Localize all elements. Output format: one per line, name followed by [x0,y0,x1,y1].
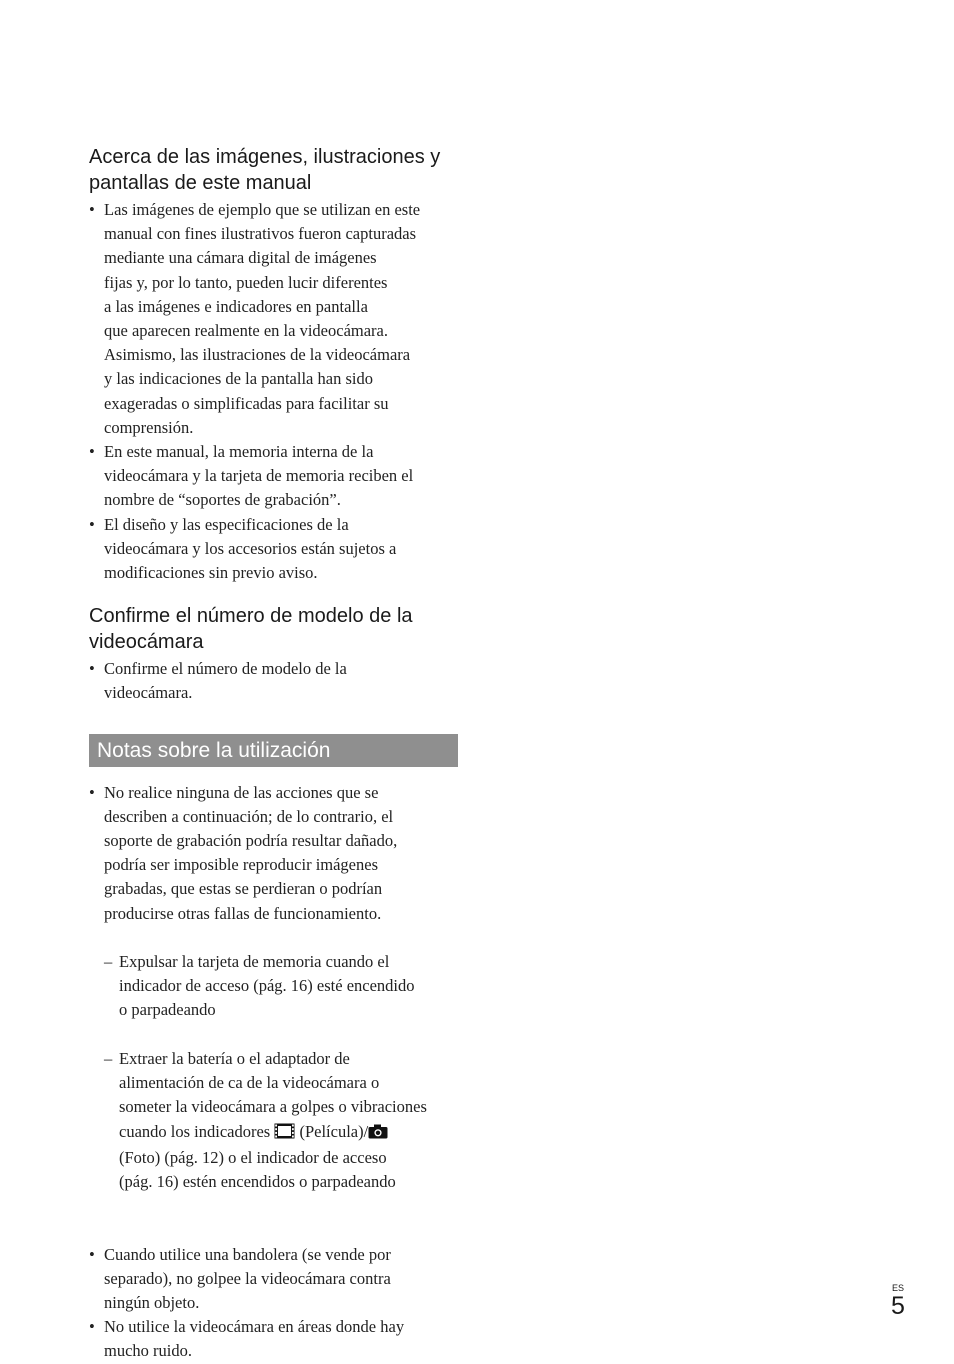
model-list [89,657,461,705]
list-item: • No realice ninguna de las acciones que se describen a continuación; de lo contrario, el soporte de grabación podría resultar dañado, podría ser imposible reproducir imágenes grabadas, que estas se perdieran o podrían producirse otras fallas de funcionamiento. – Expulsar la tarjeta de memoria cuando el indicador de acceso (pág. 16) esté encendido o parpadeando – Extraer la batería o el adaptador de alimentación de ca de la videocámara o someter la videocámara a golpes o vibraciones cuando los indicadores (Película)/ (Foto) (pág. 12) o el indicador de acceso (pág. 16) estén encendidos o parpadeando [89,781,461,1243]
bullet-mark: • [89,200,95,219]
page-number-value: 5 [891,1292,905,1320]
section-banner-usage-notes: Notas sobre la utilización [89,734,458,767]
images-notes-list [89,198,461,585]
section-heading-images: Acerca de las imágenes, ilustraciones y pantallas de este manual [89,146,441,194]
bullet-mark: • [89,1317,95,1337]
list-item: • Confirme el número de modelo de la videocámara. [89,659,347,703]
bullet-mark: • [89,1244,95,1264]
bullet-mark: • [89,442,95,462]
page-number [888,1283,908,1319]
content-column [89,144,461,1364]
camera-icon [368,1122,388,1146]
list-item: • Cuando utilice una bandolera (se vende por separado), no golpee la videocámara contra ningún objeto. [89,1244,391,1312]
dash-mark: – [104,1048,113,1068]
dash-mark: – [104,952,113,972]
usage-list [89,781,461,1364]
list-item: • Las imágenes de ejemplo que se utilizan en este manual con fines ilustrativos fueron capturadas mediante una cámara digital de imágenes fijas y, por lo tanto, pueden lucir diferentes a las imágenes e indicadores en pantalla que aparecen realmente en la videocámara. Asimismo, las ilustraciones de la videocámara y las indicaciones de la pantalla han sido exageradas o simplificadas para facilitar su comprensión. [89,200,421,437]
list-item: • No utilice la videocámara en áreas donde hay mucho ruido. [89,1317,405,1361]
film-strip-icon [274,1122,295,1146]
bullet-mark: • [89,659,95,679]
usage-section [89,781,461,1364]
list-item: • En este manual, la memoria interna de la videocámara y la tarjeta de memoria reciben el nombre de “soportes de grabación”. [89,442,414,510]
model-section [89,603,461,705]
list-item: • El diseño y las especificaciones de la videocámara y los accesorios están sujetos a modificaciones sin previo aviso. [89,514,397,583]
sub-list-item: – Extraer la batería o el adaptador de alimentación de ca de la videocámara o someter la videocámara a golpes o vibraciones cuando los indicadores (Película)/ (Foto) (pág. 12) o el indicador de acceso (pág. 16) estén encendidos o parpadeando [104,1048,427,1191]
sub-list [104,926,461,1218]
bullet-mark: • [89,514,95,534]
section-heading-model: Confirme el número de modelo de la videocámara [89,605,413,654]
language-code: ES [891,1283,904,1293]
bullet-mark: • [89,782,95,802]
sub-list-item: – Expulsar la tarjeta de memoria cuando el indicador de acceso (pág. 16) esté encendido o parpadeando [104,952,415,1020]
